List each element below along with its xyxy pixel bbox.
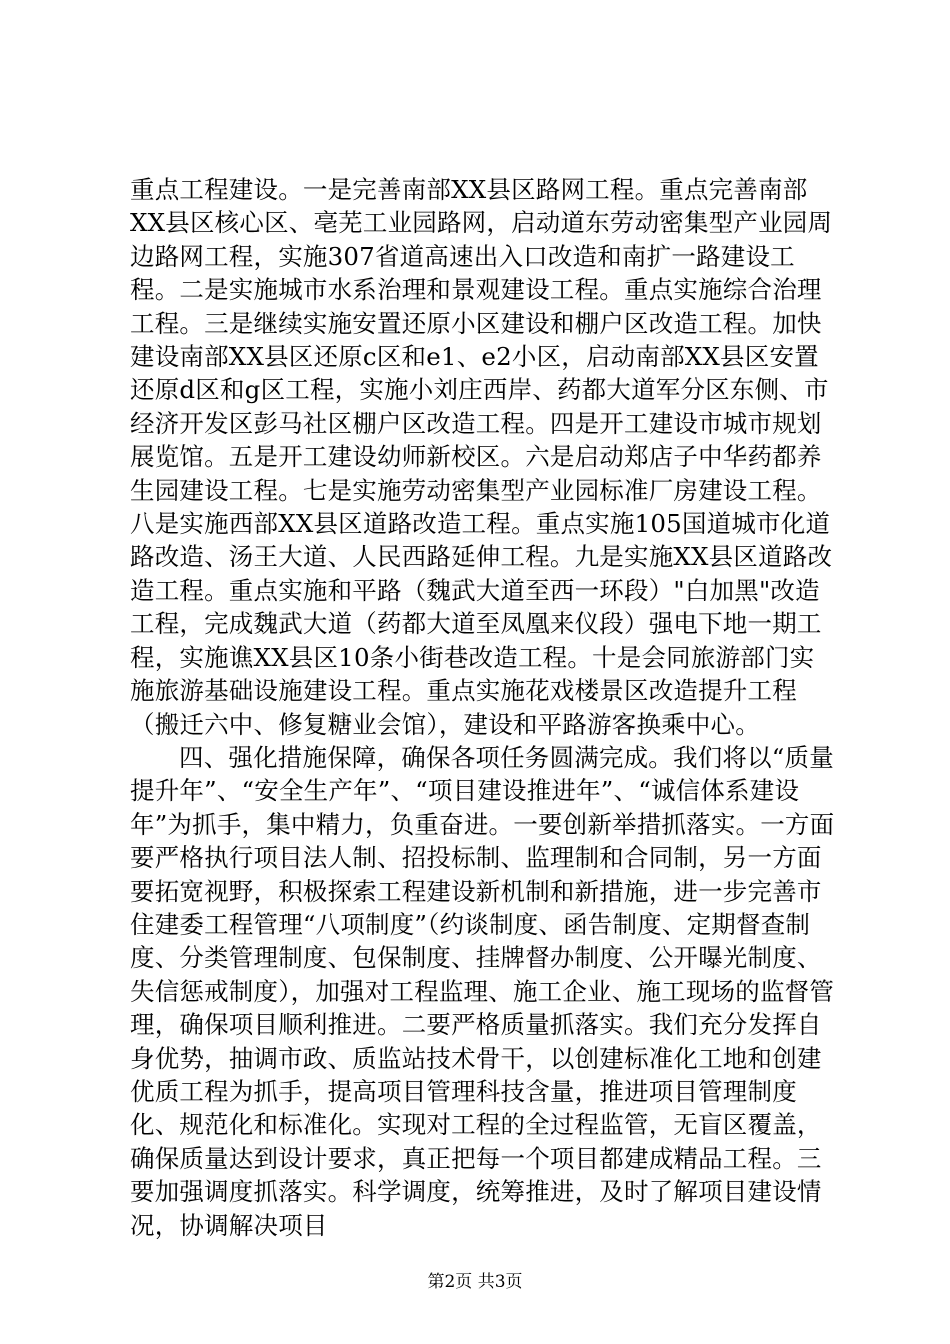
page-footer: 第2页 共3页 (427, 1272, 523, 1292)
paragraph-measures-guarantee: 四、强化措施保障，确保各项任务圆满完成。我们将以“质量提升年”、“安全生产年”、“项目建设推进年”、“诚信体系建设年”为抓手，集中精力，负重奋进。一要创新举措抓落实。一方面要严格执行项目法人制、招投标制、监理制和合同制，另一方面要拓宽视野，积极探索工程建设新机制和新措施，进一步完善市住建委工程管理“八项制度”（约谈制度、函告制度、定期督查制度、分类管理制度、包保制度、挂牌督办制度、公开曝光制度、失信惩戒制度），加强对工程监理、施工企业、施工现场的监督管理，确保项目顺利推进。二要严格质量抓落实。我们充分发挥自身优势，抽调市政、质监站技术骨干，以创建标准化工地和创建优质工程为抓手，提高项目管理科技含量，推进项目管理制度化、规范化和标准化。实现对工程的全过程监管，无盲区覆盖，确保质量达到设计要求，真正把每一个项目都建成精品工程。三要加强调度抓落实。科学调度，统筹推进，及时了解项目建设情况，协调解决项目 (130, 742, 835, 1240)
document-body (130, 173, 835, 1242)
paragraph-key-projects: 重点工程建设。一是完善南部XX县区路网工程。重点完善南部XX县区核心区、亳芜工业园路网，启动道东劳动密集型产业园周边路网工程，实施307省道高速出入口改造和南扩一路建设工程。二是实施城市水系治理和景观建设工程。重点实施综合治理工程。三是继续实施安置还原小区建设和棚户区改造工程。加快建设南部XX县区还原c区和e1、e2小区，启动南部XX县区安置还原d区和g区工程，实施小刘庄西岸、药都大道军分区东侧、市经济开发区彭马社区棚户区改造工程。四是开工建设市城市规划展览馆。五是开工建设幼师新校区。六是启动郑店子中华药都养生园建设工程。七是实施劳动密集型产业园标准厂房建设工程。八是实施西部XX县区道路改造工程。重点实施105国道城市化道路改造、汤王大道、人民西路延伸工程。九是实施XX县区道路改造工程。重点实施和平路（魏武大道至西一环段）"白加黑"改造工程，完成魏武大道（药都大道至凤凰来仪段）强电下地一期工程，实施谯XX县区10条小街巷改造工程。十是会同旅游部门实施旅游基础设施建设工程。重点实施花戏楼景区改造提升工程（搬迁六中、修复糖业会馆），建设和平路游客换乘中心。 (130, 175, 833, 739)
